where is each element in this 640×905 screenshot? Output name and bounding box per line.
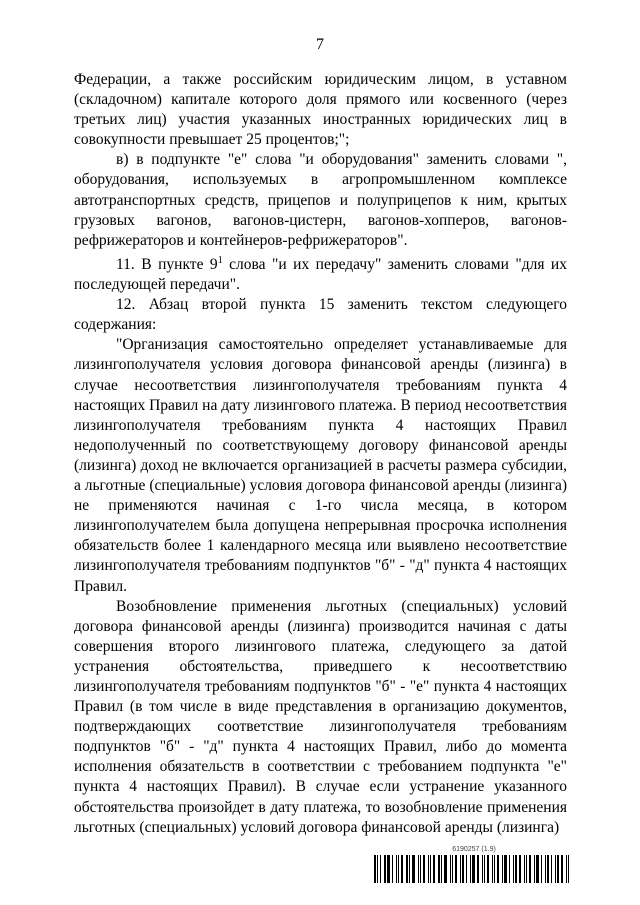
barcode-bar [462,855,464,883]
barcode-bar [529,855,531,883]
barcode-bar [566,855,567,883]
barcode-bar [513,855,514,883]
barcode-bar [547,855,549,883]
barcode-bar [568,855,569,883]
barcode [374,855,574,883]
paragraph: "Организация самостоятельно определяет устанавливаемые для лизингополучателя условия договора финансовой аренды (лизинга) в случае несоответствия лизингополучателя требованиям пункта 4 настоящих Правил на дату лизингового платежа. В период несоответствия лизингополучателя требованиям пункта 4 настоящих Правил недополученный по соответствующему договору финансовой аренды (лизинга) доход не включается организацией в расчеты размера субсидии, а льготные (специальные) условия договора финансовой аренды (лизинга) не применяются начиная с 1-го числа месяца, в котором лизингополучателем была допущена непрерывная просрочка исполнения обязательств более 1 календарного месяца или выявлено несоответствие лизингополучателя требованиям подпунктов "б" - "д" пункта 4 настоящих Правил. [74,336,567,595]
barcode-bar [557,855,559,883]
document-body [74,70,567,838]
barcode-bar [466,855,467,883]
barcode-bar [418,855,419,883]
barcode-bar [545,855,546,883]
barcode-bar [541,855,542,883]
barcode-bar [460,855,461,883]
barcode-bar [515,855,517,883]
barcode-bar [433,855,435,883]
barcode-bar [534,855,535,883]
barcode-bar [526,855,527,883]
barcode-bar [396,855,397,883]
barcode-bar [551,855,552,883]
paragraph [74,251,567,295]
barcode-bar [470,855,471,883]
paragraph: в) в подпункте "е" слова "и оборудования" заменить словами ", оборудования, используемых в агропромышленном комплексе автотранспортных средств, прицепов и полуприцепов к ним, крытых грузовых вагонов, вагонов-цистерн, вагонов-хопперов, вагонов-рефрижераторов и контейнеров-рефрижераторов". [74,151,567,249]
superscript: 1 [217,254,223,266]
barcode-bar [450,855,451,883]
barcode-bar [536,855,539,883]
barcode-bar [477,855,479,883]
paragraph: Федерации, а также российским юридическим лицом, в уставном (складочном) капитале которого доля прямого или косвенного (через третьих лиц) участия указанных иностранных юридических лиц в совокупности превышает 25 процентов;"; [74,71,567,149]
barcode-label: 6190257 (1.9) [452,846,496,853]
barcode-bar [384,855,386,883]
barcode-bar [423,855,425,883]
barcode-bar [412,855,415,883]
barcode-bar [492,855,493,883]
paragraph: 12. Абзац второй пункта 15 заменить текстом следующего содержания: [74,296,567,334]
barcode-bar [374,855,376,883]
barcode-bar [494,855,495,883]
barcode-bar [409,855,410,883]
barcode-bar [438,855,440,883]
barcode-bar [497,855,499,883]
barcode-bar [502,855,503,883]
paragraph: Возобновление применения льготных (специальных) условий договора финансовой аренды (лизинга) производится начиная с даты совершения второго лизингового платежа, следующего за датой устранения обстоятельства, приведшего к несоответствию лизингополучателя требованиям подпунктов "б" - "е" пункта 4 настоящих Правил (в том числе в виде представления в организацию документов, подтверждающих соответствие лизингополучателя требованиям подпунктов "б" - "д" пункта 4 настоящих Правил, либо до момента исполнения обязательств в соответствии с требованием подпункта "е" пункта 4 настоящих Правил). В случае если устранение указанного обстоятельства произойдет в дату платежа, то возобновление применения льготных (специальных) условий договора финансовой аренды (лизинга) [74,597,567,836]
barcode-bar [484,855,485,883]
barcode-bar [504,855,507,883]
barcode-bar [452,855,453,883]
barcode-bar [401,855,403,883]
barcode-bar [444,855,447,883]
barcode-bar [472,855,475,883]
barcode-bar [487,855,489,883]
barcode-bar [482,855,483,883]
barcode-bar [420,855,421,883]
barcode-bar [524,855,525,883]
barcode-bar [441,855,442,883]
barcode-bar [406,855,408,883]
barcode-bar [509,855,510,883]
barcode-bar [519,855,521,883]
page-number: 7 [316,36,324,53]
barcode-bar [561,855,563,883]
barcode-bar [377,855,378,883]
paragraph-text: слова "и их передачу" заменить словами "для их последующей передачи". [74,256,567,294]
barcode-bar [428,855,429,883]
barcode-bar [392,855,393,883]
barcode-bar [555,855,556,883]
barcode-bar [398,855,399,883]
barcode-bar [380,855,381,883]
barcode-block [374,846,574,883]
barcode-bar [387,855,390,883]
barcode-bar [430,855,431,883]
barcode-bar [455,855,457,883]
paragraph-text: 11. В пункте 9 [116,256,218,273]
